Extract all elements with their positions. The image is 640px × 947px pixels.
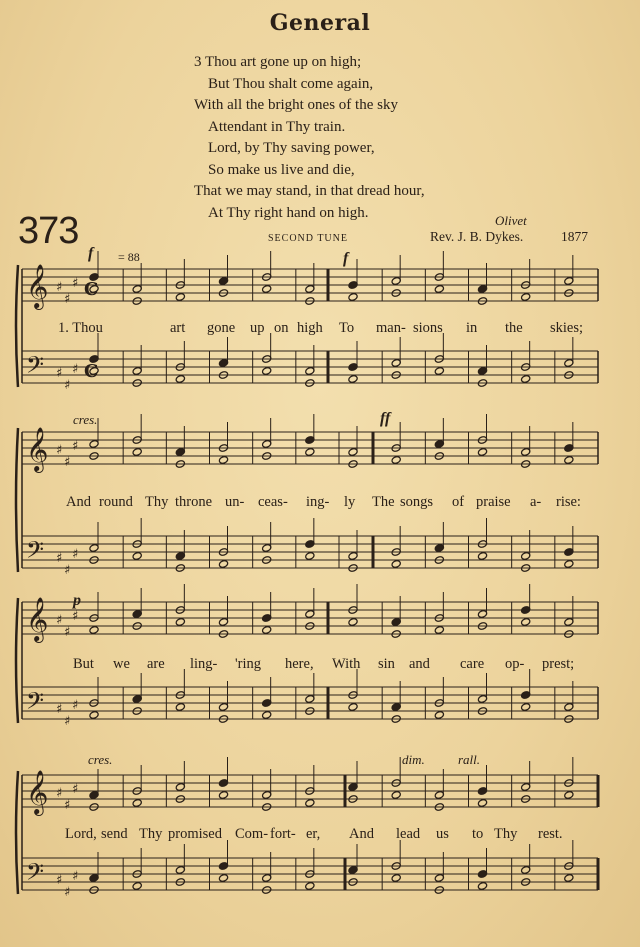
note-head — [477, 882, 487, 891]
note-head — [305, 448, 315, 457]
sharp-sign: ♯ — [72, 609, 79, 624]
note-head — [477, 448, 487, 457]
lyric-syllable: skies; — [550, 320, 584, 336]
lyric-syllable: send — [101, 826, 128, 842]
lyric-syllable: er, — [306, 826, 321, 842]
note-head — [305, 799, 315, 808]
lyric-syllable: on — [274, 320, 289, 336]
sharp-sign: ♯ — [56, 551, 63, 566]
dynamic-piano: p — [73, 592, 81, 609]
note-head — [132, 882, 142, 891]
sharp-sign: ♯ — [56, 873, 63, 888]
note-head — [564, 560, 574, 569]
note-head — [132, 799, 142, 808]
note-head — [391, 791, 401, 800]
lyric-syllable: Thy — [139, 826, 163, 842]
lyric-syllable: And — [66, 494, 91, 510]
verse-line: So make us live and die, — [208, 161, 355, 178]
verse-line: But Thou shalt come again, — [208, 75, 374, 92]
sharp-sign: ♯ — [56, 613, 63, 628]
lyric-syllable: art — [170, 320, 186, 336]
note-head — [175, 618, 185, 627]
lyric-syllable: 1. Thou — [58, 320, 103, 336]
lyric-syllable: in — [466, 320, 478, 336]
lyric-syllable: care — [460, 656, 485, 672]
sharp-sign: ♯ — [64, 455, 71, 470]
lyric-syllable: throne — [175, 494, 213, 510]
composer: Rev. J. B. Dykes. — [430, 229, 524, 244]
lyric-syllable: promised — [168, 826, 222, 842]
verse-line: That we may stand, in that dread hour, — [194, 183, 425, 199]
dynamic-forte: f — [88, 245, 94, 262]
crescendo-marking: cres. — [73, 412, 98, 427]
note-head — [218, 874, 228, 883]
bass-clef: 𝄢 — [26, 687, 45, 720]
note-head — [175, 703, 185, 712]
sharp-sign: ♯ — [56, 280, 63, 295]
lyric-syllable: are — [147, 656, 165, 672]
note-head — [348, 375, 358, 384]
lyric-syllable: praise — [476, 494, 511, 510]
note-head — [218, 456, 228, 465]
note-head — [218, 791, 228, 800]
note-head — [132, 448, 142, 457]
note-head — [477, 552, 487, 561]
lyric-syllable: un- — [225, 494, 245, 510]
sharp-sign: ♯ — [72, 276, 79, 291]
note-head — [132, 552, 142, 561]
note-head — [305, 552, 315, 561]
lyric-syllable: ly — [344, 494, 356, 510]
rallentando-marking: rall. — [458, 752, 481, 767]
verse-line: With all the bright ones of the sky — [194, 97, 398, 113]
note-head — [262, 711, 272, 720]
bass-clef: 𝄢 — [26, 536, 45, 569]
note-head — [175, 375, 185, 384]
treble-clef: 𝄞 — [26, 427, 49, 471]
lyric-syllable: the — [505, 320, 523, 336]
lyric-syllable: sions — [413, 320, 443, 336]
lyric-syllable: To — [339, 320, 355, 336]
verse-line: At Thy right hand on high. — [208, 204, 369, 221]
note-head — [521, 293, 531, 302]
lyric-syllable: of — [452, 494, 465, 510]
note-head — [434, 367, 444, 376]
lyric-syllable: a- — [530, 494, 542, 510]
note-head — [262, 626, 272, 635]
note-head — [262, 285, 272, 294]
note-head — [175, 293, 185, 302]
sharp-sign: ♯ — [64, 292, 71, 307]
diminuendo-marking: dim. — [402, 752, 425, 767]
system-brace — [16, 598, 18, 723]
lyric-syllable: Lord, — [65, 826, 97, 842]
system-brace — [16, 771, 18, 894]
sharp-sign: ♯ — [72, 698, 79, 713]
note-head — [348, 618, 358, 627]
lyric-syllable: op- — [505, 656, 525, 672]
verse-line: Attendant in Thy train. — [208, 118, 346, 135]
lyric-syllable: and — [409, 656, 430, 672]
lyric-syllable: And — [349, 826, 374, 842]
lyric-syllable: here, — [285, 656, 314, 672]
sharp-sign: ♯ — [72, 869, 79, 884]
lyric-syllable: we — [113, 656, 130, 672]
lyric-syllable: sin — [378, 656, 395, 672]
lyric-syllable: round — [99, 494, 133, 510]
note-head — [218, 560, 228, 569]
lyric-syllable: Thy — [145, 494, 169, 510]
lyric-syllable: ling- — [190, 656, 218, 672]
lyric-syllable: up — [250, 320, 265, 336]
lyric-syllable: fort- — [270, 826, 296, 842]
note-head — [564, 874, 574, 883]
sharp-sign: ♯ — [64, 714, 71, 729]
lyric-syllable: man- — [376, 320, 406, 336]
lyric-syllable: But — [73, 656, 94, 672]
bass-clef: 𝄢 — [26, 858, 45, 891]
common-time-sign: C — [84, 361, 99, 382]
note-head — [89, 711, 99, 720]
sharp-sign: ♯ — [56, 366, 63, 381]
lyric-syllable: lead — [396, 826, 421, 842]
tempo-marking: = 88 — [118, 250, 140, 264]
system-brace — [16, 265, 18, 387]
composition-year: 1877 — [561, 229, 588, 244]
hymn-number: 373 — [18, 210, 79, 252]
note-head — [305, 882, 315, 891]
second-tune-label: SECOND TUNE — [268, 233, 348, 244]
note-head — [521, 375, 531, 384]
lyric-syllable: gone — [207, 320, 236, 336]
note-head — [521, 618, 531, 627]
lyric-syllable: The — [372, 494, 395, 510]
dynamic-fortissimo: ff — [380, 410, 391, 427]
note-head — [564, 456, 574, 465]
treble-clef: 𝄞 — [26, 770, 49, 814]
note-head — [89, 626, 99, 635]
note-head — [391, 560, 401, 569]
verse-line: 3 Thou art gone up on high; — [194, 54, 362, 70]
lyric-syllable: With — [332, 656, 361, 672]
lyric-syllable: Thy — [494, 826, 518, 842]
lyric-syllable: songs — [400, 494, 434, 510]
bass-clef: 𝄢 — [26, 351, 45, 384]
note-head — [434, 711, 444, 720]
note-head — [348, 293, 358, 302]
sharp-sign: ♯ — [56, 443, 63, 458]
sharp-sign: ♯ — [64, 798, 71, 813]
note-head — [434, 285, 444, 294]
lyric-syllable: us — [436, 826, 449, 842]
note-head — [564, 791, 574, 800]
lyric-syllable: ceas- — [258, 494, 288, 510]
note-head — [477, 799, 487, 808]
lyric-syllable: high — [297, 320, 323, 336]
tune-name: Olivet — [495, 213, 527, 228]
note-head — [521, 703, 531, 712]
note-head — [348, 703, 358, 712]
lyric-syllable: prest; — [542, 656, 575, 672]
sharp-sign: ♯ — [64, 378, 71, 393]
sharp-sign: ♯ — [64, 563, 71, 578]
sharp-sign: ♯ — [72, 362, 79, 377]
note-head — [391, 874, 401, 883]
lyric-syllable: rest. — [538, 826, 563, 842]
note-head — [262, 367, 272, 376]
note-head — [391, 456, 401, 465]
system-brace — [16, 428, 18, 572]
dynamic-forte: f — [343, 250, 349, 267]
sharp-sign: ♯ — [56, 786, 63, 801]
treble-clef: 𝄞 — [26, 597, 49, 641]
sharp-sign: ♯ — [72, 439, 79, 454]
verse-line: Lord, by Thy saving power, — [208, 140, 375, 156]
sharp-sign: ♯ — [72, 782, 79, 797]
lyric-syllable: to — [472, 826, 484, 842]
treble-clef: 𝄞 — [26, 264, 49, 308]
lyric-syllable: ing- — [306, 494, 330, 510]
common-time-sign: C — [84, 279, 99, 300]
crescendo-marking: cres. — [88, 752, 113, 767]
lyric-syllable: rise: — [556, 494, 581, 510]
page-header: General — [269, 10, 371, 36]
note-head — [434, 626, 444, 635]
sharp-sign: ♯ — [56, 702, 63, 717]
sharp-sign: ♯ — [72, 547, 79, 562]
lyric-syllable: Com- — [235, 826, 269, 842]
lyric-syllable: 'ring — [235, 656, 261, 672]
sharp-sign: ♯ — [64, 625, 71, 640]
sharp-sign: ♯ — [64, 885, 71, 900]
